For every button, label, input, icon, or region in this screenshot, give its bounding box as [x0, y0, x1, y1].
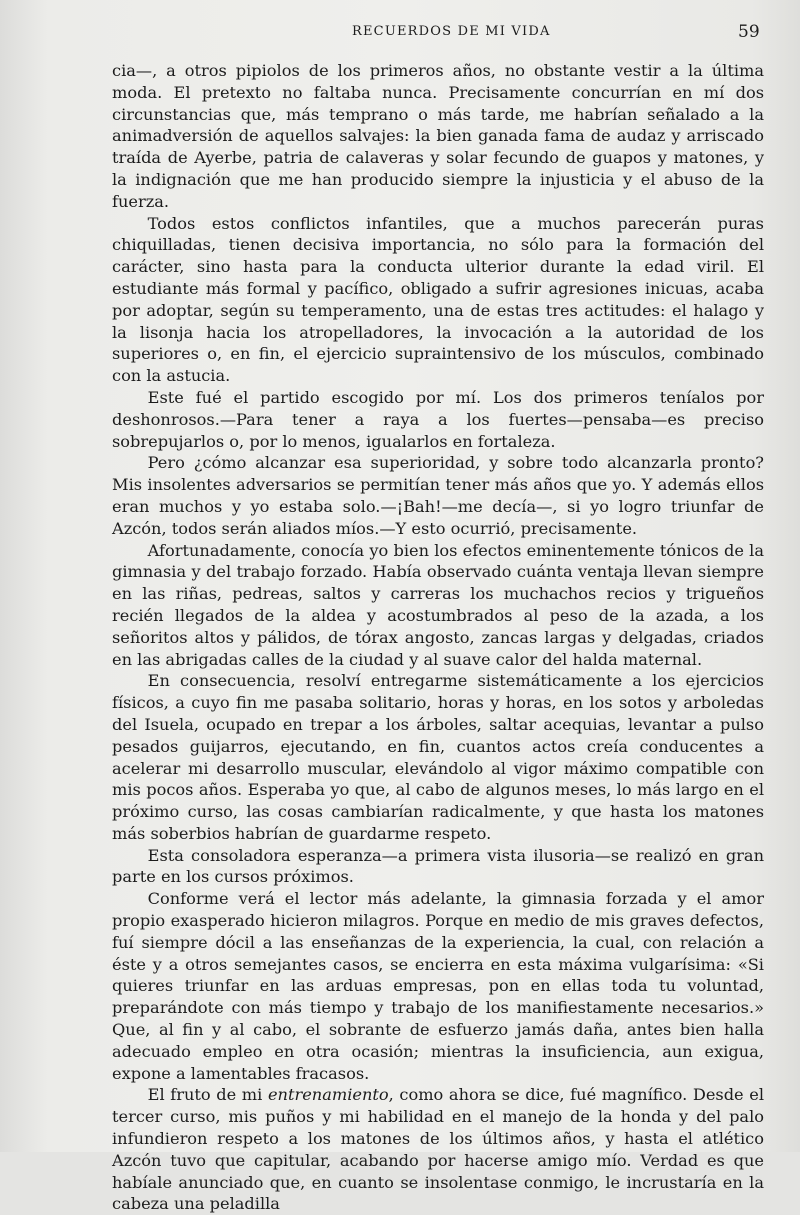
paragraph-7: Esta consoladora esperanza—a primera vista ilusoria—se realizó en gran parte en los cursos próximos. [112, 845, 764, 887]
paragraph-6: En consecuencia, resolví entregarme sistemáticamente a los ejercicios físicos, a cuyo fin me pasaba solitario, horas y horas, en los sotos y arboledas del Isuela, ocupado en trepar a los árboles, saltar acequias, levantar a pulso pesados guijarros, ejecutando, en fin, cuantos actos creía conducentes a acelerar mi desarrollo muscular, elevándolo al vigor máximo compatible con mis pocos años. Esperaba yo que, al cabo de algunos meses, lo más largo en el próximo curso, las cosas cambiarían radicalmente, y que hasta los matones más soberbios habrían de guardarme respeto. [112, 671, 764, 843]
page-header [0, 22, 800, 46]
body-text [112, 60, 764, 1215]
paragraph-9-rest: , como ahora se dice, fué magnífico. Desde el tercer curso, mis puños y mi habilidad en el manejo de la honda y del palo infundieron respeto a los matones de los últimos años, y hasta el atlético Azcón tuvo que capitular, acabando por hacerse amigo mío. Verdad es que habíale anunciado que, en cuanto se insolentase conmigo, le incrustaría en la cabeza una peladilla [112, 1085, 765, 1214]
paragraph-5: Afortunadamente, conocía yo bien los efectos eminentemente tónicos de la gimnasia y del trabajo forzado. Había observado cuánta ventaja llevan siempre en las riñas, pedreas, saltos y carreras los muchachos recios y trigueños recién llegados de la aldea y acostumbrados al peso de la azada, a los señoritos altos y pálidos, de tórax angosto, zancas largas y delgadas, criados en las abrigadas calles de la ciudad y al suave calor del halda maternal. [112, 540, 764, 669]
paragraph-8: Conforme verá el lector más adelante, la gimnasia forzada y el amor propio exasperado hicieron milagros. Porque en medio de mis graves defectos, fuí siempre dócil a las enseñanzas de la experiencia, la cual, con relación a éste y a otros semejantes casos, se encierra en esta máxima vulgarísima: «Si quieres triunfar en las arduas empresas, pon en ellas toda tu voluntad, preparándote con más tiempo y trabajo de los manifiestamente necesarios.» Que, al fin y al cabo, el sobrante de esfuerzo jamás daña, antes bien halla adecuado empleo en otra ocasión; mientras la insuficiencia, aun exigua, expone a lamentables fracasos. [112, 889, 764, 1083]
paragraph-1: cia—, a otros pipiolos de los primeros años, no obstante vestir a la última moda. El pretexto no faltaba nunca. Precisamente concurrían en mí dos circunstancias que, más temprano o más tarde, me habrían señalado a la animadversión de aquellos salvajes: la bien ganada fama de audaz y arriscado traída de Ayerbe, patria de calaveras y solar fecundo de guapos y matones, y la indignación que me han producido siempre la injusticia y el abuso de la fuerza. [112, 61, 764, 211]
paragraph-3: Este fué el partido escogido por mí. Los dos primeros teníalos por deshonrosos.—Para tener a raya a los fuertes—pensaba—es preciso sobrepujarlos o, por lo menos, igualarlos en fortaleza. [112, 387, 764, 451]
paragraph-9 [112, 1084, 764, 1215]
paragraph-2: Todos estos conflictos infantiles, que a muchos parecerán puras chiquilladas, tienen decisiva importancia, no sólo para la formación del carácter, sino hasta para la conducta ulterior durante la edad viril. El estudiante más formal y pacífico, obligado a sufrir agresiones inicuas, acaba por adoptar, según su temperamento, una de estas tres actitudes: el halago y la lisonja hacia los atropelladores, la invocación a la autoridad de los superiores o, en fin, el ejercicio supraintensivo de los músculos, combinado con la astucia. [112, 213, 764, 386]
paragraph-4: Pero ¿cómo alcanzar esa superioridad, y sobre todo alcanzarla pronto? Mis insolentes adversarios se permitían tener más años que yo. Y además ellos eran muchos y yo estaba solo.—¡Bah!—me decía—, si yo logro triunfar de Azcón, todos serán aliados míos.—Y esto ocurrió, precisamente. [112, 453, 764, 538]
emphasized-word: entrenamiento [267, 1085, 389, 1105]
page-number: 59 [738, 22, 760, 42]
paragraph-9-start: El fruto de mi [147, 1085, 268, 1105]
running-title: RECUERDOS DE MI VIDA [352, 24, 551, 39]
